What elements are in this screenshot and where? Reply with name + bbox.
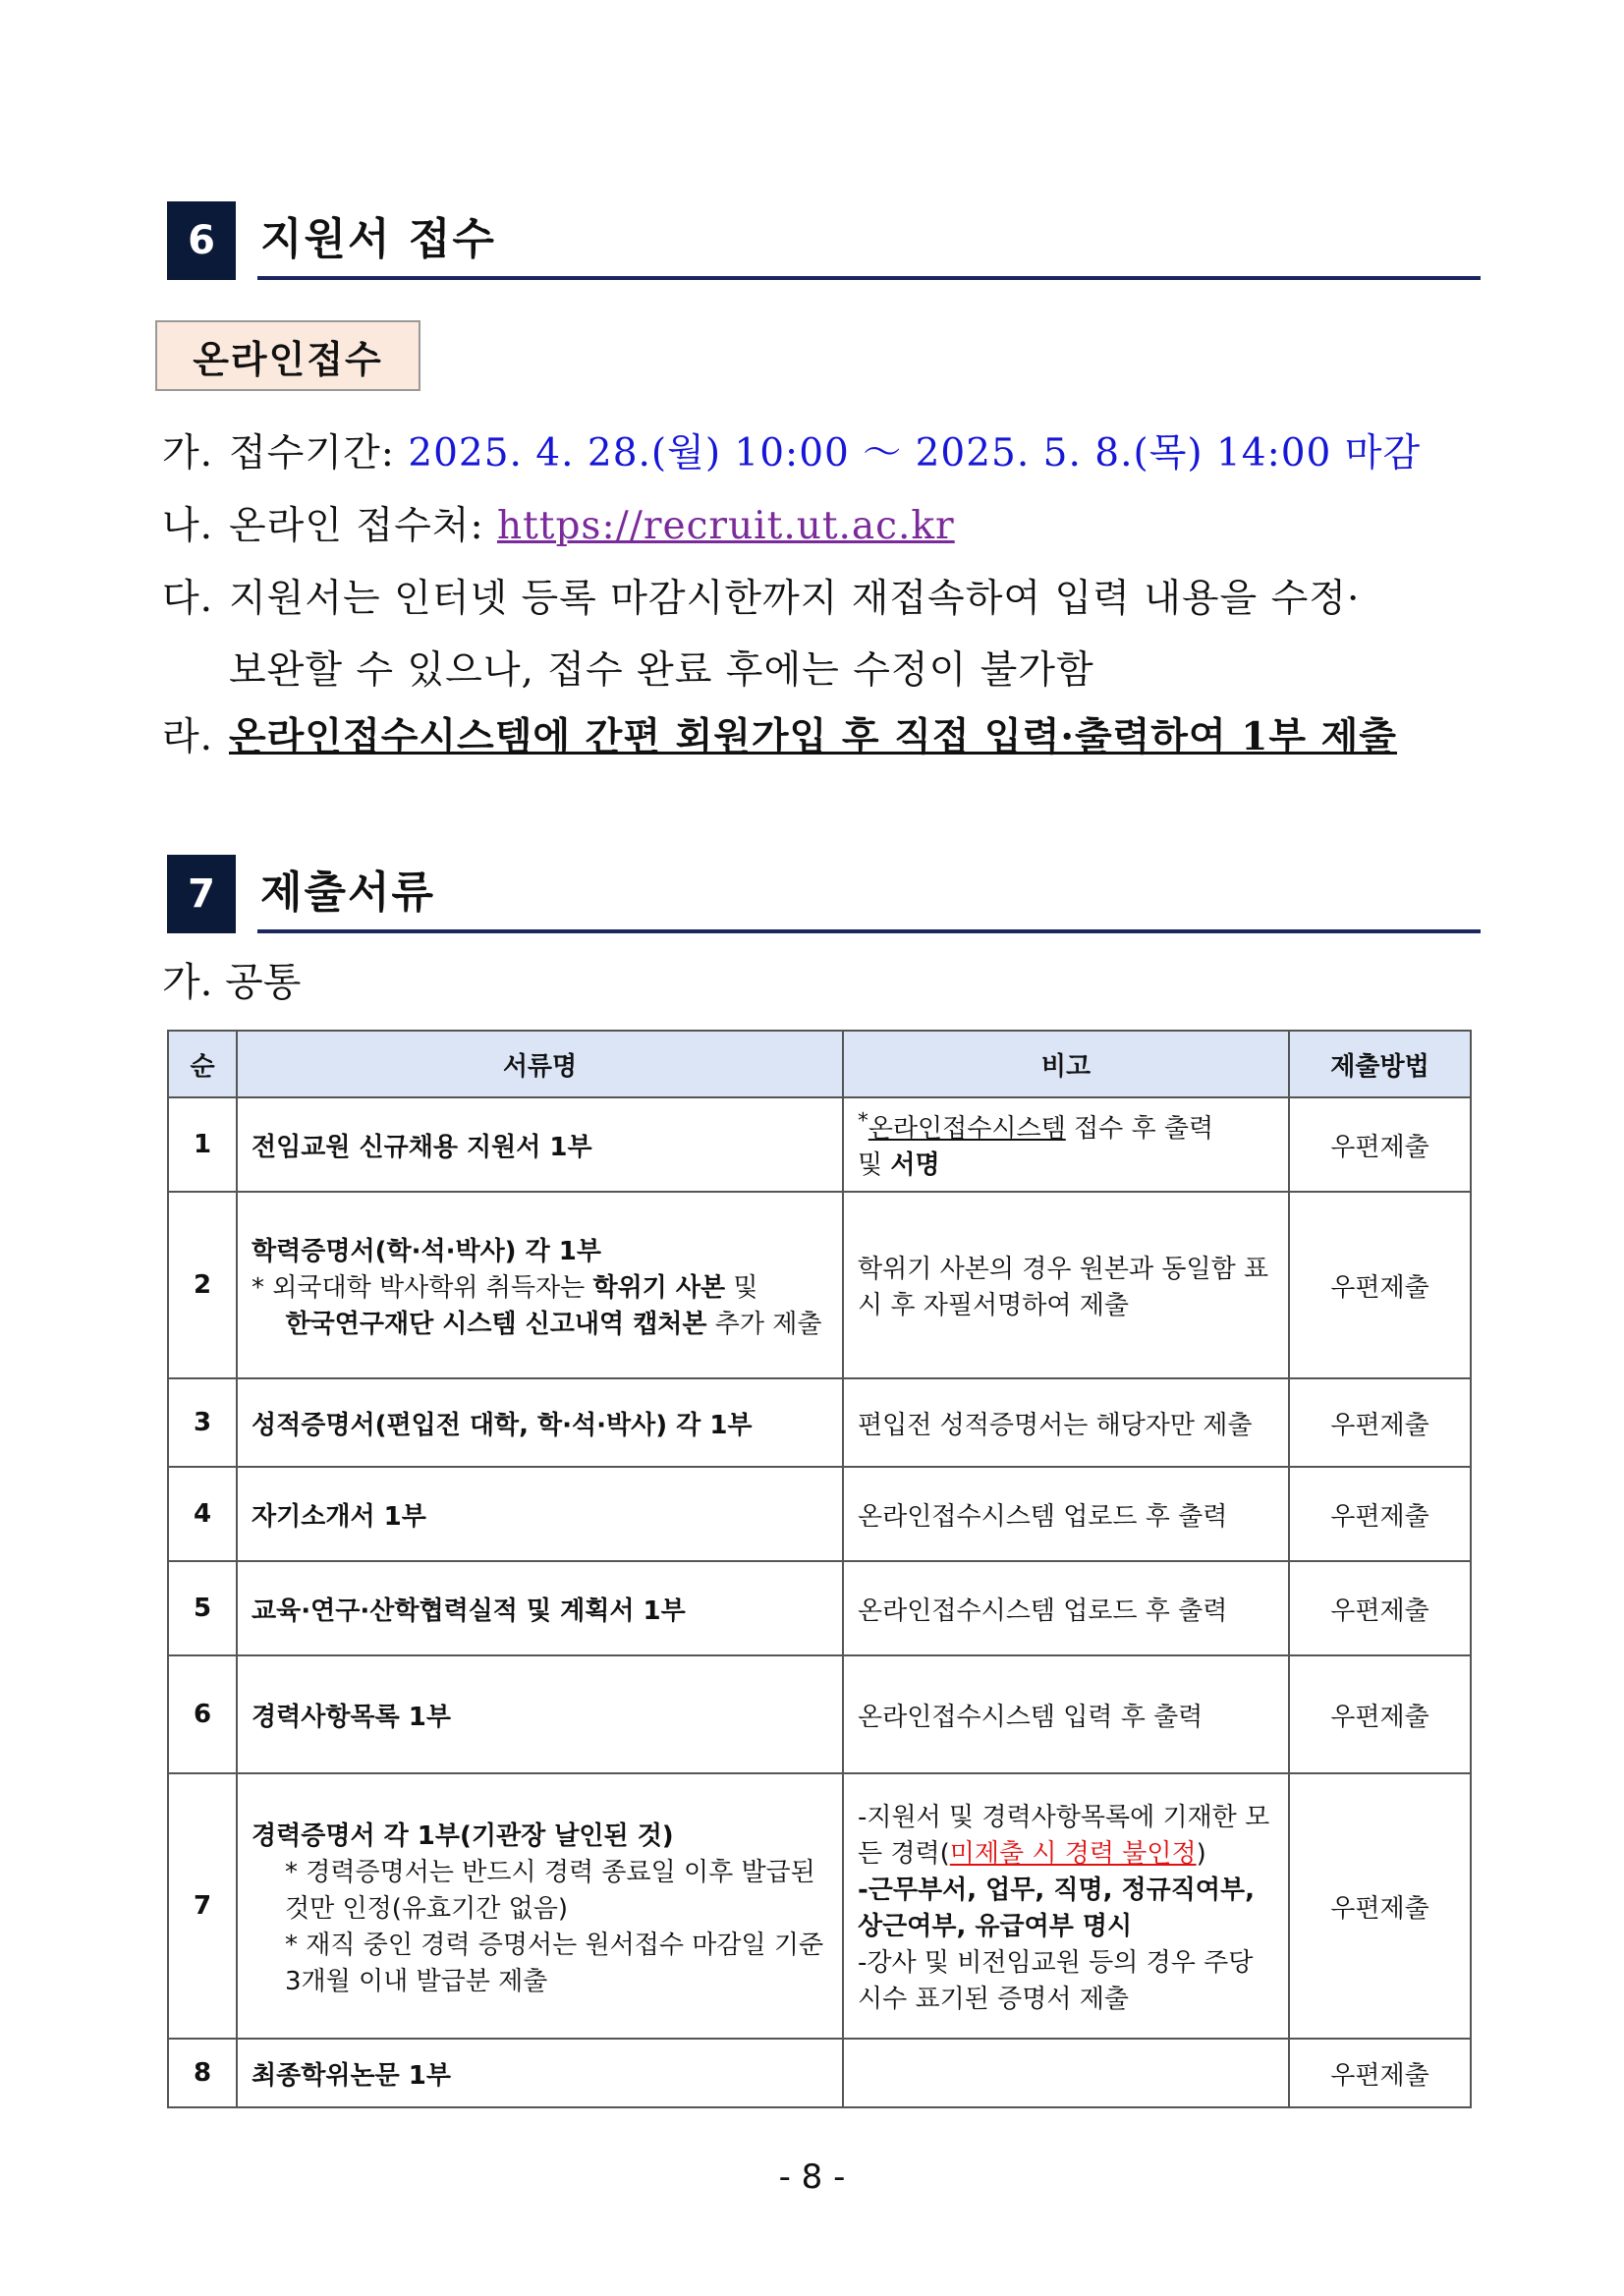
- document-name: 교육·연구·산학협력실적 및 계획서 1부: [237, 1561, 843, 1655]
- document-name-cell: [237, 1773, 843, 2039]
- section-number-badge: 6: [167, 201, 236, 280]
- item-label: 온라인 접수처:: [229, 504, 484, 548]
- table-row: [168, 1773, 1471, 2039]
- required-documents-table: [167, 1030, 1472, 2108]
- section-title: 지원서 접수: [260, 214, 496, 264]
- row-number: 7: [168, 1773, 237, 2039]
- application-period-value: 2025. 4. 28.(월) 10:00 ～ 2025. 5. 8.(목) 14:00 마감: [408, 431, 1422, 476]
- remark: 학위기 사본의 경우 원본과 동일함 표시 후 자필서명하여 제출: [843, 1192, 1289, 1378]
- item-marker: 가.: [162, 431, 214, 476]
- header-document-name: 서류명: [237, 1031, 843, 1097]
- recruit-site-link[interactable]: https://recruit.ut.ac.kr: [497, 504, 955, 548]
- remark: 온라인접수시스템 업로드 후 출력: [843, 1467, 1289, 1561]
- page-number: - 8 -: [778, 2157, 846, 2197]
- table-row: [168, 1192, 1471, 1378]
- remark: [843, 2039, 1289, 2107]
- table-row: [168, 2039, 1471, 2107]
- document-name: 경력사항목록 1부: [237, 1655, 843, 1773]
- row-number: 3: [168, 1378, 237, 1467]
- submission-method: 우편제출: [1289, 1773, 1471, 2039]
- section-number-badge: 7: [167, 855, 236, 933]
- row-number: 4: [168, 1467, 237, 1561]
- remark: 편입전 성적증명서는 해당자만 제출: [843, 1378, 1289, 1467]
- submission-method: 우편제출: [1289, 1378, 1471, 1467]
- section-title: 제출서류: [260, 868, 436, 918]
- item-online-site: [162, 502, 955, 551]
- section-6-header: [167, 201, 1481, 319]
- table-header-row: [168, 1031, 1471, 1097]
- row-number: 5: [168, 1561, 237, 1655]
- table-row: [168, 1378, 1471, 1467]
- edit-notice-line2: 보완할 수 있으나, 접수 완료 후에는 수정이 불가함: [229, 648, 1094, 693]
- row-number: 6: [168, 1655, 237, 1773]
- submission-method: 우편제출: [1289, 2039, 1471, 2107]
- table-row: [168, 1561, 1471, 1655]
- remark: 온라인접수시스템 입력 후 출력: [843, 1655, 1289, 1773]
- row-number: 1: [168, 1097, 237, 1192]
- submission-method: 우편제출: [1289, 1467, 1471, 1561]
- remark: 온라인접수시스템 업로드 후 출력: [843, 1561, 1289, 1655]
- section-divider: [257, 929, 1481, 933]
- submission-method: 우편제출: [1289, 1561, 1471, 1655]
- item-signup-notice: [162, 712, 1397, 762]
- section-divider: [257, 276, 1481, 280]
- item-label: 접수기간:: [229, 431, 395, 476]
- submission-method: 우편제출: [1289, 1192, 1471, 1378]
- table-row: [168, 1097, 1471, 1192]
- item-marker: 다.: [162, 577, 214, 621]
- header-remark: 비고: [843, 1031, 1289, 1097]
- edit-notice-line1: 지원서는 인터넷 등록 마감시한까지 재접속하여 입력 내용을 수정·: [229, 577, 1361, 621]
- remark: *온라인접수시스템 접수 후 출력 및 서명: [843, 1097, 1289, 1192]
- remark: -지원서 및 경력사항목록에 기재한 모든 경력(미제출 시 경력 불인정) -근무부서, 업무, 직명, 정규직여부, 상근여부, 유급여부 명시 -강사 및 비전임교원 등의 경우 주당시수 표기된 증명서 제출: [843, 1773, 1289, 2039]
- document-name: 자기소개서 1부: [237, 1467, 843, 1561]
- signup-notice-text: 온라인접수시스템에 간편 회원가입 후 직접 입력·출력하여 1부 제출: [229, 714, 1397, 759]
- submission-method: 우편제출: [1289, 1097, 1471, 1192]
- document-name-cell: [237, 1192, 843, 1378]
- document-note: * 경력증명서는 반드시 경력 종료일 이후 발급된 것만 인정(유효기간 없음): [285, 1857, 815, 1924]
- submission-method: 우편제출: [1289, 1655, 1471, 1773]
- item-edit-notice: [162, 575, 1360, 696]
- document-name: 경력증명서 각 1부(기관장 날인된 것): [252, 1820, 674, 1851]
- table-row: [168, 1655, 1471, 1773]
- item-marker: 나.: [162, 504, 214, 548]
- document-note: * 외국대학 박사학위 취득자는 학위기 사본 및 한국연구재단 시스템 신고내역 캡처본 추가 제출: [252, 1272, 822, 1339]
- sub-heading-common: 가. 공통: [162, 960, 302, 1005]
- document-name: 전임교원 신규채용 지원서 1부: [237, 1097, 843, 1192]
- online-application-label: 온라인접수: [155, 320, 420, 391]
- header-no: 순: [168, 1031, 237, 1097]
- table-row: [168, 1467, 1471, 1561]
- document-note: * 재직 중인 경력 증명서는 원서접수 마감일 기준 3개월 이내 발급분 제출: [285, 1930, 824, 1996]
- section-7-header: [167, 855, 1481, 973]
- header-method: 제출방법: [1289, 1031, 1471, 1097]
- document-name: 최종학위논문 1부: [237, 2039, 843, 2107]
- document-name: 성적증명서(편입전 대학, 학·석·박사) 각 1부: [237, 1378, 843, 1467]
- row-number: 8: [168, 2039, 237, 2107]
- document-name: 학력증명서(학·석·박사) 각 1부: [252, 1236, 601, 1266]
- item-marker: 라.: [162, 715, 214, 759]
- item-application-period: [162, 429, 1421, 478]
- row-number: 2: [168, 1192, 237, 1378]
